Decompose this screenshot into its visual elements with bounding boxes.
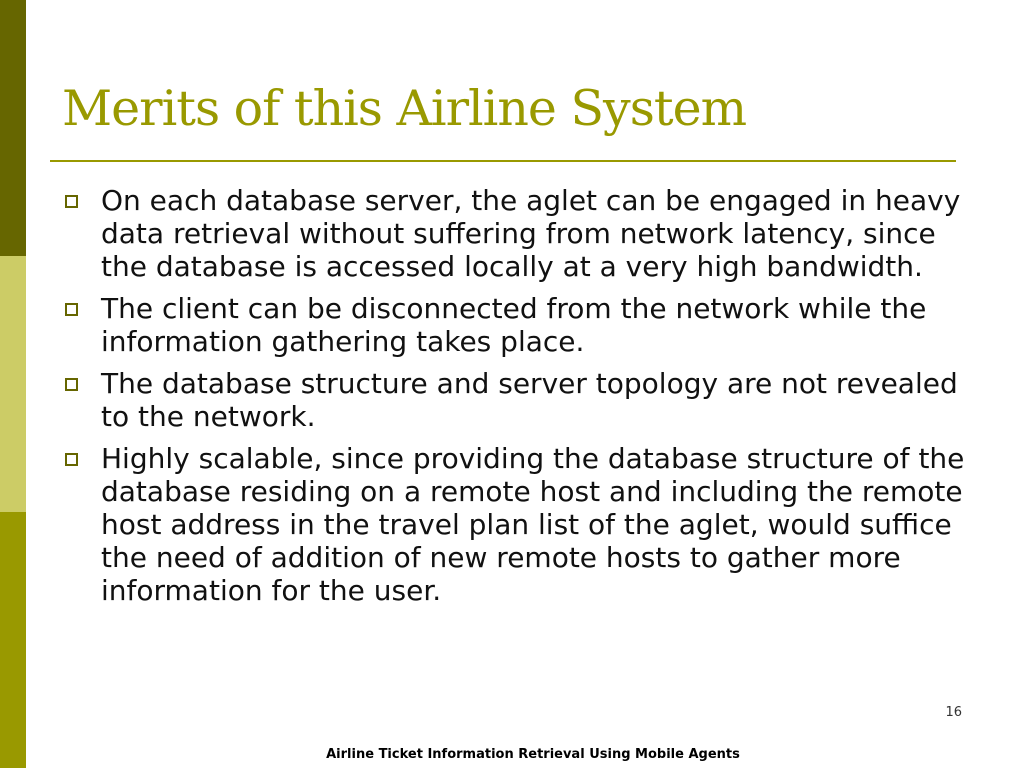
- square-bullet-icon: [65, 195, 78, 208]
- bullet-text: The database structure and server topology are not revealed to the network.: [101, 367, 958, 433]
- bullet-item: [62, 292, 970, 358]
- square-bullet-icon: [65, 378, 78, 391]
- bullet-item: [62, 367, 970, 433]
- side-bar-top: [0, 0, 26, 256]
- slide-title: Merits of this Airline System: [62, 80, 747, 137]
- bullet-list: [62, 184, 970, 616]
- square-bullet-icon: [65, 303, 78, 316]
- bullet-text: On each database server, the aglet can be engaged in heavy data retrieval without suffering from network latency, since the database is accessed locally at a very high bandwidth.: [101, 184, 961, 283]
- bullet-item: [62, 442, 970, 607]
- slide-number: 16: [945, 705, 962, 720]
- slide-footer: Airline Ticket Information Retrieval Using Mobile Agents: [326, 747, 740, 762]
- side-bar-middle: [0, 256, 26, 512]
- side-bar-bottom: [0, 512, 26, 768]
- square-bullet-icon: [65, 453, 78, 466]
- title-underline: [50, 160, 956, 162]
- bullet-item: [62, 184, 970, 283]
- bullet-text: The client can be disconnected from the network while the information gathering takes place.: [101, 292, 927, 358]
- bullet-text: Highly scalable, since providing the database structure of the database residing on a remote host and including the remote host address in the travel plan list of the aglet, would suffice the need of addition of new remote hosts to gather more information for the user.: [101, 442, 965, 607]
